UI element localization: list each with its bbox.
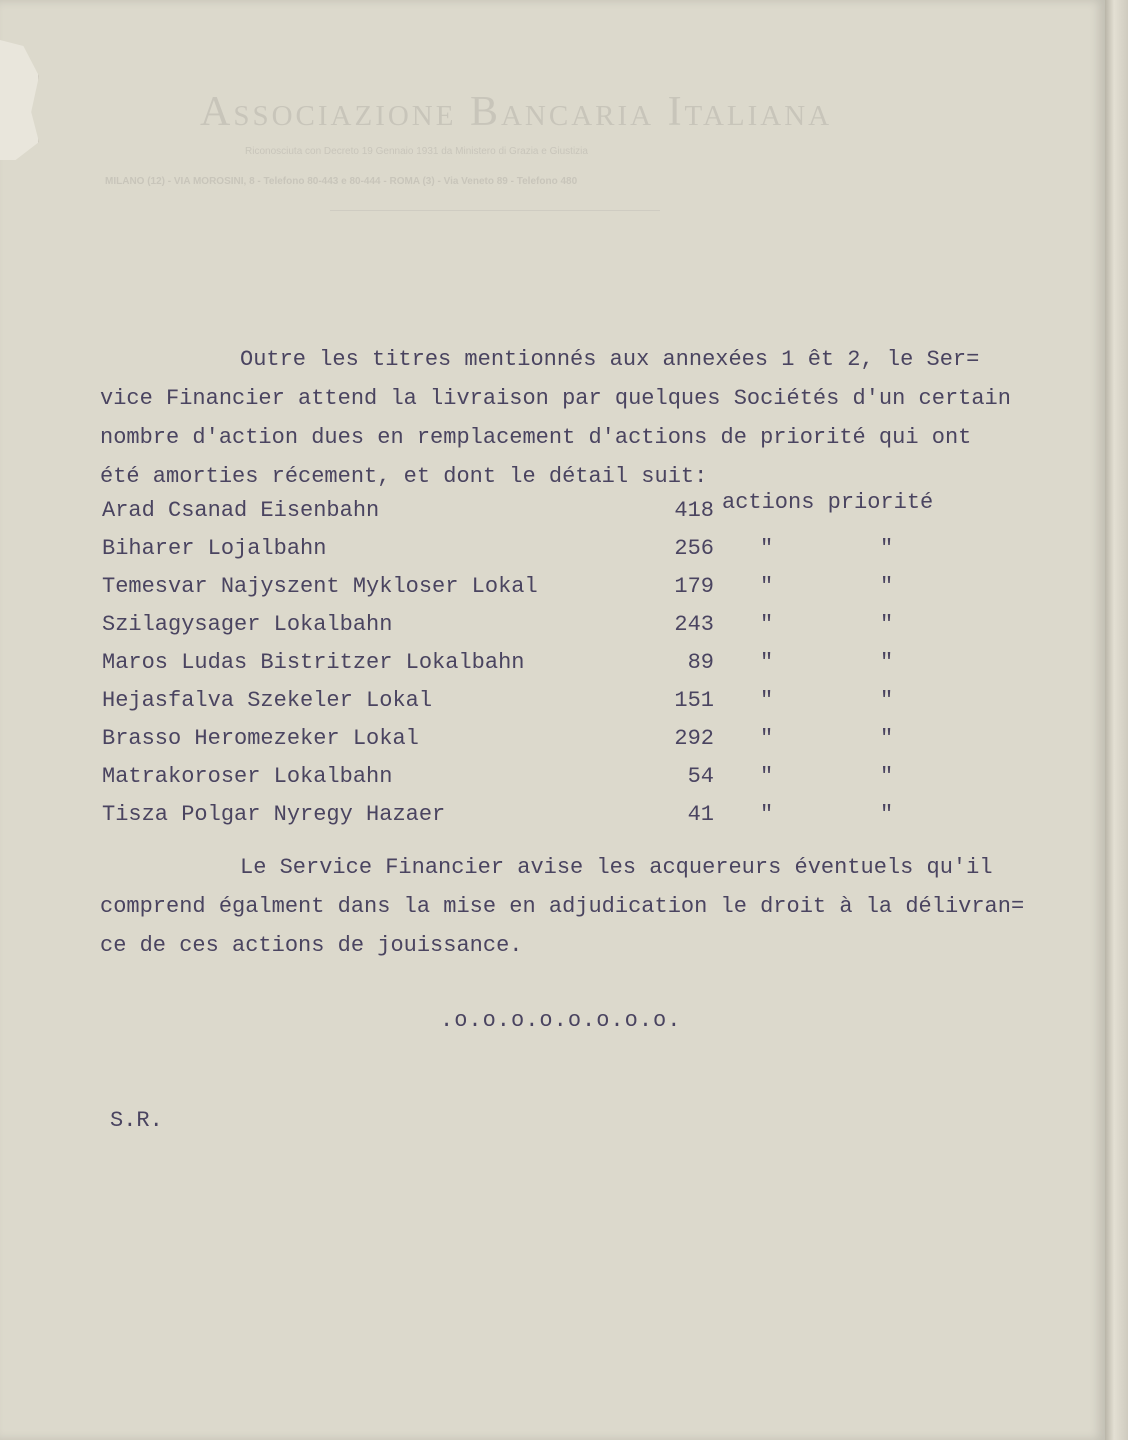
table-row [100,764,1030,802]
ditto-mark: " [760,764,774,789]
ditto-mark: " [760,726,774,751]
share-quantity: 256 [674,536,714,561]
paragraph-2-line: Le Service Financier avise les acquereurs éventuels qu'il [240,855,993,880]
company-name: Szilagysager Lokalbahn [102,612,393,637]
ditto-mark: " [880,536,894,561]
signature-initials: S.R. [110,1108,163,1133]
paragraph-1-line: Outre les titres mentionnés aux annexées 1 êt 2, le Ser= [240,347,980,372]
ditto-mark: " [880,650,894,675]
share-quantity: 41 [687,802,714,827]
torn-corner [0,40,39,160]
typed-body [100,340,1030,965]
shares-table [100,490,1030,840]
table-row [100,574,1030,612]
paragraph-1-line: été amorties récement, et dont le détail suit: [100,464,708,489]
ditto-mark: " [880,688,894,713]
paragraph-2 [100,848,1030,965]
table-row [100,688,1030,726]
paragraph-1-line: vice Financier attend la livraison par quelques Sociétés d'un certain [100,386,1011,411]
letterhead-subtitle: Riconosciuta con Decreto 19 Gennaio 1931 da Ministero di Grazia e Giustizia [245,146,588,157]
paragraph-2-line: comprend égalment dans la mise en adjudication le droit à la délivran= [100,894,1025,919]
table-row [100,490,1030,536]
table-header: actions priorité [722,490,934,515]
ditto-mark: " [880,802,894,827]
share-quantity: 243 [674,612,714,637]
ditto-mark: " [880,726,894,751]
ditto-mark: " [760,574,774,599]
paragraph-2-line: ce de ces actions de jouissance. [100,933,523,958]
company-name: Biharer Lojalbahn [102,536,327,561]
share-quantity: 179 [674,574,714,599]
share-quantity: 292 [674,726,714,751]
paragraph-1-line: nombre d'action dues en remplacement d'actions de priorité qui ont [100,425,972,450]
ditto-mark: " [760,536,774,561]
share-quantity: 89 [687,650,714,675]
table-row [100,612,1030,650]
paragraph-1 [100,340,1030,496]
company-name: Brasso Heromezeker Lokal [102,726,419,751]
company-name: Matrakoroser Lokalbahn [102,764,393,789]
letterhead-address: MILANO (12) - VIA MOROSINI, 8 - Telefono 80-443 e 80-444 - ROMA (3) - Via Veneto 89 - Telefono 480 [105,176,578,187]
ditto-mark: " [880,574,894,599]
company-name: Tisza Polgar Nyregy Hazaer [102,802,446,827]
share-quantity: 418 [674,498,714,523]
company-name: Arad Csanad Eisenbahn [102,498,380,523]
table-row [100,802,1030,840]
company-name: Temesvar Najyszent Mykloser Lokal [102,574,538,599]
separator-dots: .o.o.o.o.o.o.o.o. [440,1008,682,1033]
share-quantity: 151 [674,688,714,713]
ditto-mark: " [760,650,774,675]
share-quantity: 54 [687,764,714,789]
table-row [100,650,1030,688]
company-name: Maros Ludas Bistritzer Lokalbahn [102,650,525,675]
letterhead-title: Associazione Bancaria Italiana [200,89,833,135]
letterhead-rule [330,210,660,211]
ditto-mark: " [880,612,894,637]
table-row [100,726,1030,764]
ditto-mark: " [760,612,774,637]
ditto-mark: " [760,802,774,827]
page-edge [1105,0,1128,1440]
ditto-mark: " [760,688,774,713]
company-name: Hejasfalva Szekeler Lokal [102,688,433,713]
table-row [100,536,1030,574]
ditto-mark: " [880,764,894,789]
